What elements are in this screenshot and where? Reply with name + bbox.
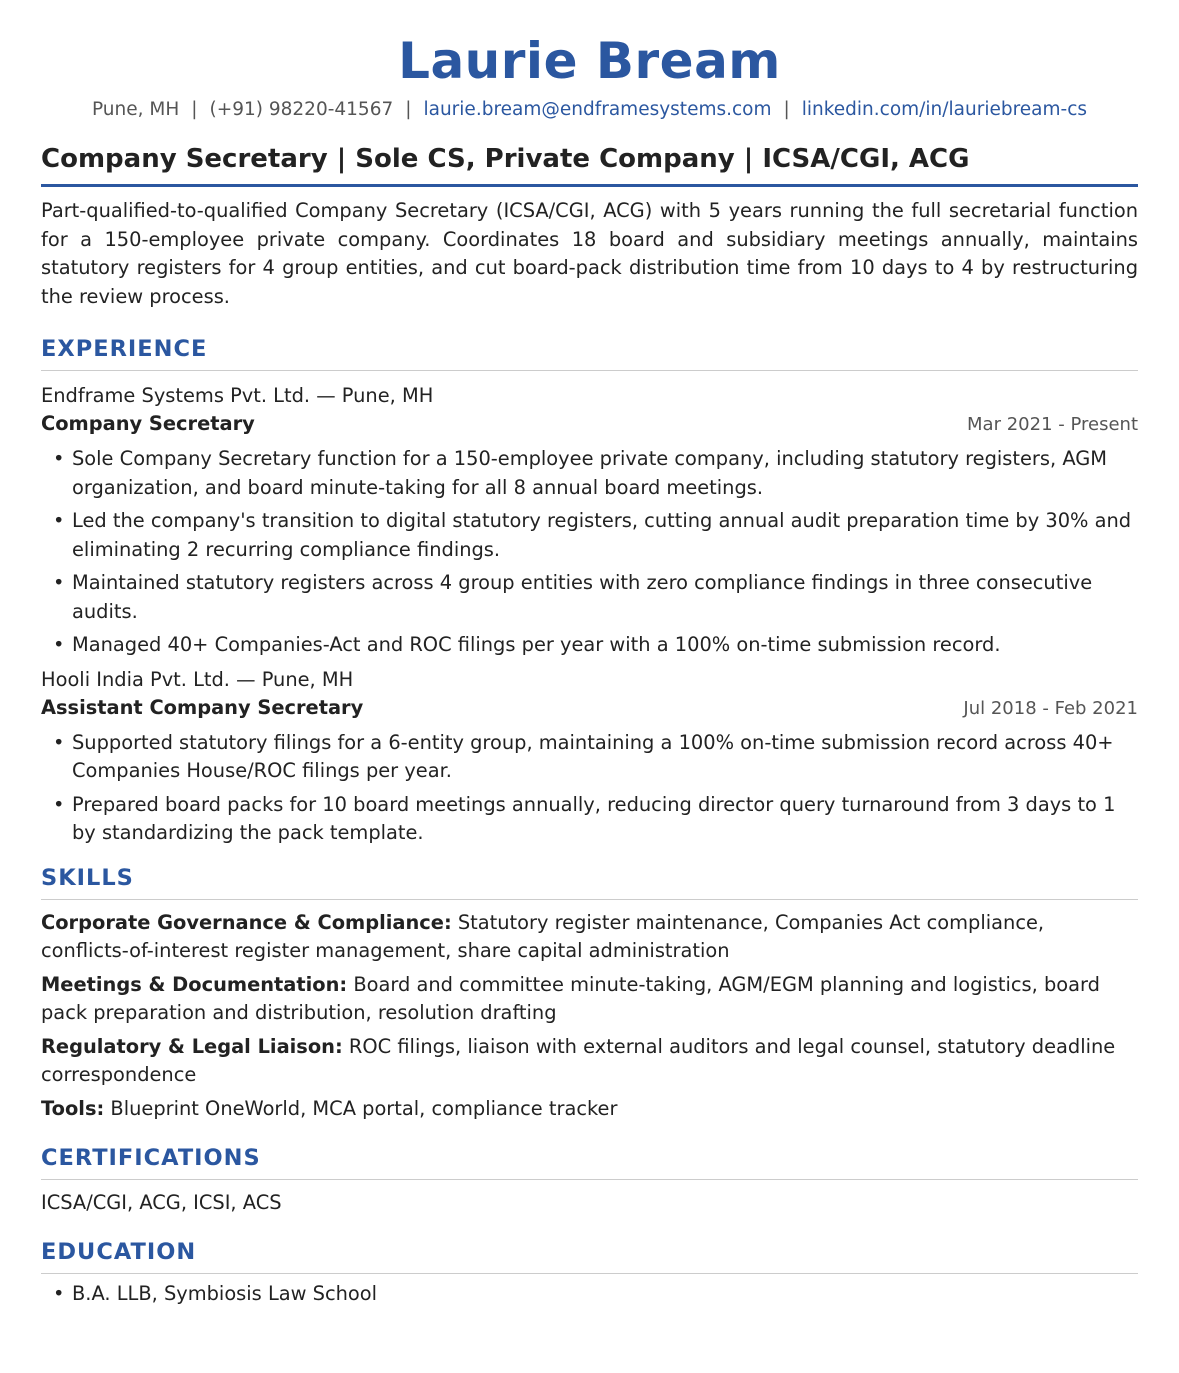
job-entry (41, 382, 1138, 660)
bullet-text: Maintained statutory registers across 4 group entities with zero compliance findings in three consecutive audits. (72, 571, 1093, 623)
skill-text: Blueprint OneWorld, MCA portal, compliance tracker (110, 1096, 618, 1120)
skill-item (41, 909, 1138, 966)
job-title-row (41, 694, 1138, 723)
certifications-text: ICSA/CGI, ACG, ICSI, ACS (41, 1191, 282, 1214)
resume-page (41, 0, 1138, 1314)
bullet-text: Prepared board packs for 10 board meetings annually, reducing director query turnaround from 3 days to 1 by standardizing the pack template. (72, 792, 1116, 844)
bullet-icon: • (53, 509, 65, 532)
job-bullet (41, 507, 1138, 564)
job-bullet (41, 729, 1138, 786)
job-dates: Jul 2018 - Feb 2021 (963, 697, 1138, 719)
job-company: Hooli India Pvt. Ltd. — Pune, MH (41, 667, 354, 691)
job-company: Endframe Systems Pvt. Ltd. — Pune, MH (41, 384, 434, 407)
education-text: B.A. LLB, Symbiosis Law School (72, 1282, 378, 1305)
skill-text: Statutory register maintenance, Companies Act compliance, conflicts-of-interest register management, share capital administration (41, 910, 1045, 962)
skill-text: ROC filings, liaison with external auditors and legal counsel, statutory deadline correspondence (41, 1034, 1116, 1086)
skill-label: Tools: (41, 1096, 105, 1120)
job-bullet-list (41, 445, 1138, 660)
certifications-heading: CERTIFICATIONS (41, 1143, 1138, 1180)
job-bullet (41, 445, 1138, 502)
skill-item (41, 1033, 1138, 1090)
job-dates: Mar 2021 - Present (967, 414, 1138, 435)
education-list (41, 1280, 1138, 1309)
bullet-text: Managed 40+ Companies-Act and ROC filings per year with a 100% on-time submission record. (72, 633, 1001, 656)
bullet-icon: • (53, 792, 65, 816)
job-title: Company Secretary (41, 412, 255, 435)
contact-separator: | (405, 99, 412, 120)
professional-headline: Company Secretary | Sole CS, Private Company | ICSA/CGI, ACG (41, 142, 1138, 187)
contact-separator: | (783, 99, 790, 120)
experience-heading: EXPERIENCE (41, 334, 1138, 371)
skill-label: Regulatory & Legal Liaison: (41, 1034, 343, 1058)
job-bullet (41, 569, 1138, 626)
bullet-text: Led the company's transition to digital statutory registers, cutting annual audit preparation time by 30% and eliminating 2 recurring compliance findings. (72, 509, 1132, 561)
email-link[interactable]: laurie.bream@endframesystems.com (423, 99, 772, 120)
skill-text: Board and committee minute-taking, AGM/EGM planning and logistics, board pack preparation and distribution, resolution drafting (41, 972, 1100, 1024)
job-title-row (41, 410, 1138, 439)
skill-item (41, 1095, 1138, 1124)
skill-label: Meetings & Documentation: (41, 972, 348, 996)
contact-line (41, 98, 1138, 122)
summary-paragraph: Part-qualified-to-qualified Company Secretary (ICSA/CGI, ACG) with 5 years running the full secretarial function for a 150-employee private company. Coordinates 18 board and subsidiary meetings annually, maintains statutory registers for 4 group entities, and cut board-pack distribution time from 10 days to 4 by restructuring the review process. (41, 199, 1138, 308)
bullet-icon: • (53, 633, 65, 656)
bullet-icon: • (53, 730, 65, 754)
bullet-icon: • (53, 447, 65, 470)
bullet-text: Supported statutory filings for a 6-entity group, maintaining a 100% on-time submission record across 40+ Companies House/ROC filings per year. (72, 730, 1114, 782)
skills-heading: SKILLS (41, 863, 1138, 900)
bullet-icon: • (53, 571, 65, 594)
skill-item (41, 971, 1138, 1028)
job-bullet (41, 791, 1138, 848)
job-bullet (41, 631, 1138, 660)
job-entry (41, 666, 1138, 848)
skills-list (41, 909, 1138, 1124)
bullet-icon: • (53, 1282, 65, 1305)
job-title: Assistant Company Secretary (41, 695, 364, 719)
job-bullet-list (41, 729, 1138, 848)
bullet-text: Sole Company Secretary function for a 150-employee private company, including statutory registers, AGM organization, and board minute-taking for all 8 annual board meetings. (72, 447, 1108, 499)
contact-location: Pune, MH (91, 99, 180, 120)
contact-separator: | (191, 99, 198, 120)
contact-phone: (+91) 98220-41567 (209, 99, 394, 120)
education-item (41, 1280, 1138, 1309)
linkedin-link[interactable]: linkedin.com/in/lauriebream-cs (801, 99, 1088, 120)
candidate-name: Laurie Bream (398, 32, 781, 90)
skill-label: Corporate Governance & Compliance: (41, 910, 452, 934)
education-heading: EDUCATION (41, 1237, 1138, 1274)
